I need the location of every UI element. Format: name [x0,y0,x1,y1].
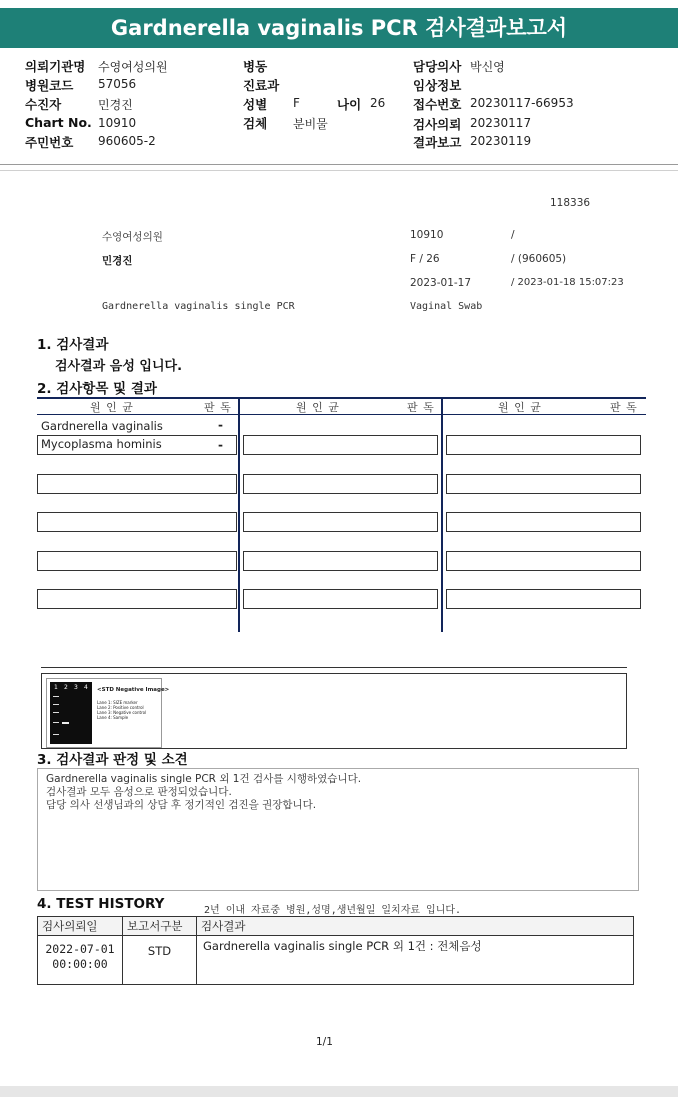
empty-cell [37,589,237,609]
empty-cell [446,589,641,609]
lane-label: 3 [74,684,78,691]
chart-number: 10910 [410,229,444,241]
page-bottom-margin [0,1086,678,1097]
gel-photo [50,682,92,744]
field-label: 임상정보 [413,78,462,93]
gel-image-box [41,673,627,749]
gel-legend-item: Lane 3: Negative control [97,710,147,715]
patient-name: 민경진 [102,255,133,267]
empty-cell [243,512,438,532]
field-value: 박신영 [470,60,505,74]
field-label: 병원코드 [25,78,74,93]
result-cell [37,435,237,455]
test-name: Gardnerella vaginalis single PCR [102,301,295,312]
column-header-organism: 원 인 균 [90,401,134,414]
opinion-box [37,768,639,891]
field-value: 20230117 [470,116,532,130]
organism-name: Gardnerella vaginalis [41,419,163,433]
field-label: 검사의뢰 [413,117,462,132]
field-value: 960605-2 [98,134,156,148]
header-divider [0,170,678,171]
table-row [38,936,634,985]
section1-title: 1. 검사결과 [37,337,109,353]
field-label: 나이 [337,97,362,112]
field-label: 담당의사 [413,59,462,74]
field-value: 20230119 [470,134,532,148]
field-label: 접수번호 [413,97,462,112]
field-label: 결과보고 [413,135,462,150]
lane-label: 2 [64,684,68,691]
empty-cell [37,474,237,494]
empty-cell [37,551,237,571]
history-table [37,916,634,985]
gel-band [53,734,59,735]
result-mark: - [218,438,223,452]
grid-column-divider [441,397,443,632]
section3-title: 3. 검사결과 판정 및 소견 [37,752,188,768]
field-label: 의뢰기관명 [25,59,86,74]
gel-title: <STD Negative Image> [97,687,170,693]
field-value: 10910 [98,116,137,130]
opinion-line: 검사결과 모두 음성으로 판정되었습니다. [46,786,232,798]
empty-cell [243,551,438,571]
request-date: 2023-01-17 [410,277,472,289]
gel-band [53,704,59,705]
column-header-judgement: 판 독 [407,401,435,414]
history-result: Gardnerella vaginalis single PCR 외 1건 : 전체음성 [197,936,634,985]
report-code: 118336 [550,197,591,209]
column-header-judgement: 판 독 [610,401,638,414]
gel-band [53,712,59,713]
history-type: STD [123,936,197,985]
table-header-row [38,917,634,936]
field-label: 검체 [243,116,268,131]
column-header: 검사의뢰일 [38,917,123,936]
gel-divider [41,667,627,668]
grid-header-border [37,414,646,415]
opinion-line: 담당 의사 선생님과의 상담 후 정기적인 검진을 권장합니다. [46,799,317,811]
section2-title: 2. 검사항목 및 결과 [37,381,157,397]
section4-title: 4. TEST HISTORY [37,896,165,912]
separator: / [511,229,515,241]
field-label: 수진자 [25,97,62,112]
grid-column-divider [238,397,240,632]
empty-cell [243,474,438,494]
result-summary: 검사결과 음성 입니다. [55,359,183,374]
history-time: 00:00:00 [52,957,108,971]
field-value: 분비물 [293,117,328,131]
result-mark: - [218,418,223,432]
field-label: 병동 [243,59,268,74]
birth-date: / (960605) [511,253,567,265]
field-value: F [293,96,300,110]
gel-band [62,722,69,724]
column-header: 보고서구분 [123,917,197,936]
column-header: 검사결과 [197,917,634,936]
column-header-organism: 원 인 균 [296,401,340,414]
gel-band [53,722,59,723]
field-label: 주민번호 [25,135,74,150]
field-label: 성별 [243,97,268,112]
history-date-cell [38,936,123,985]
empty-cell [243,589,438,609]
hospital-name: 수영여성의원 [102,231,163,243]
gel-band [53,696,59,697]
empty-cell [446,435,641,455]
column-header-judgement: 판 독 [204,401,232,414]
lane-label: 1 [54,684,58,691]
field-value: 57056 [98,77,137,91]
empty-cell [37,512,237,532]
field-label: 진료과 [243,78,280,93]
opinion-line: Gardnerella vaginalis single PCR 외 1건 검사를 시행하였습니다. [46,773,362,785]
specimen: Vaginal Swab [410,301,483,312]
gel-legend-item: Lane 1: SIZE marker [97,700,138,705]
report-title: Gardnerella vaginalis PCR 검사결과보고서 [0,8,678,48]
empty-cell [446,551,641,571]
gel-legend-item: Lane 2: Positive control [97,705,144,710]
sex-age: F / 26 [410,253,440,265]
field-value: 민경진 [98,98,133,112]
page-number: 1/1 [316,1036,333,1048]
history-date: 2022-07-01 [45,942,115,956]
column-header-organism: 원 인 균 [498,401,542,414]
gel-image [46,678,170,748]
header-divider [0,164,678,165]
field-value: 20230117-66953 [470,96,574,110]
lane-label: 4 [84,684,88,691]
organism-name: Mycoplasma hominis [41,437,162,451]
field-value: 26 [370,96,386,110]
history-note: 2년 이내 자료중 병원,성명,생년월일 일치자료 입니다. [204,905,462,916]
empty-cell [243,435,438,455]
empty-cell [446,474,641,494]
empty-cell [446,512,641,532]
field-value: 수영여성의원 [98,60,168,74]
gel-legend-item: Lane 4: Sample [97,715,129,720]
report-datetime: / 2023-01-18 15:07:23 [511,277,624,288]
field-label: Chart No. [25,115,92,130]
